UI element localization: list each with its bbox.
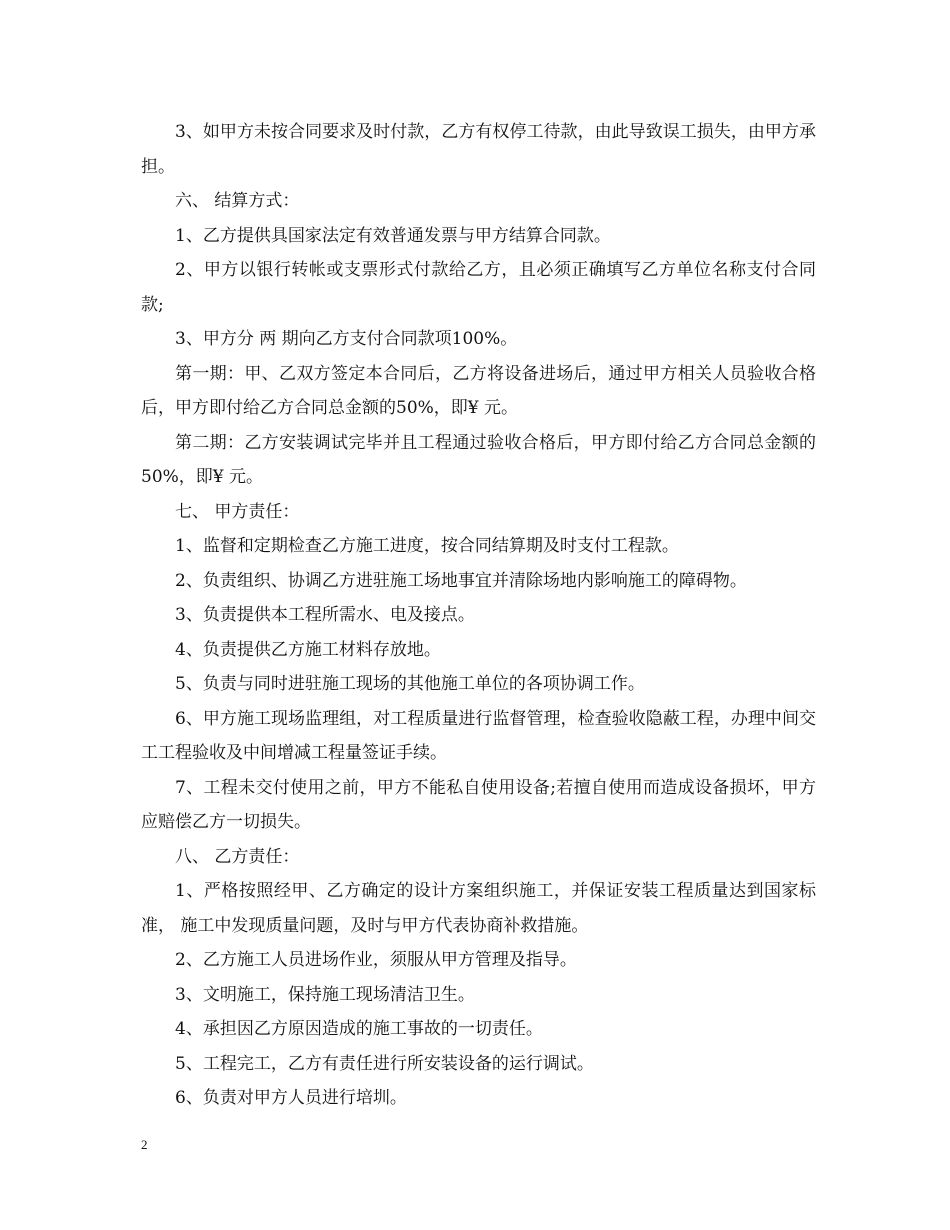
- paragraph: 2、负责组织、协调乙方进驻施工场地事宜并清除场地内影响施工的障碍物。: [175, 570, 747, 591]
- section-heading: 八、 乙方责任：: [175, 846, 300, 867]
- paragraph: 4、承担因乙方原因造成的施工事故的一切责任。: [175, 1019, 543, 1039]
- paragraph: 3、甲方分 两 期向乙方支付合同款项100%。: [175, 329, 518, 349]
- document-body: [141, 115, 816, 1116]
- paragraph: 2、甲方以银行转帐或支票形式付款给乙方，且必须正确填写乙方单位名称支付合同款;: [141, 260, 816, 315]
- paragraph: 5、负责与同时进驻施工现场的其他施工单位的各项协调工作。: [175, 674, 645, 694]
- page-number: 2: [141, 1137, 148, 1152]
- paragraph: 2、乙方施工人员进场作业，须服从甲方管理及指导。: [175, 950, 577, 970]
- paragraph: 1、监督和定期检查乙方施工进度，按合同结算期及时支付工程款。: [175, 536, 679, 556]
- paragraph: 3、如甲方未按合同要求及时付款，乙方有权停工待款，由此导致误工损失，由甲方承担。: [141, 122, 816, 177]
- paragraph: 6、甲方施工现场监理组，对工程质量进行监督管理，检查验收隐蔽工程，办理中间交工工程验收及中间增减工程量签证手续。: [141, 708, 816, 763]
- paragraph: 3、文明施工，保持施工现场清洁卫生。: [175, 984, 475, 1005]
- section-heading: 六、 结算方式：: [175, 191, 300, 211]
- paragraph: 5、工程完工，乙方有责任进行所安装设备的运行调试。: [175, 1053, 594, 1074]
- paragraph: 1、乙方提供具国家法定有效普通发票与甲方结算合同款。: [175, 225, 611, 246]
- paragraph: 1、严格按照经甲、乙方确定的设计方案组织施工，并保证安装工程质量达到国家标准， 施工中发现质量问题，及时与甲方代表协商补救措施。: [141, 881, 816, 936]
- section-heading: 七、 甲方责任：: [175, 501, 300, 522]
- paragraph: 第一期：甲、乙双方签定本合同后，乙方将设备进场后，通过甲方相关人员验收合格后，甲方即付给乙方合同总金额的50%，即¥ 元。: [141, 363, 816, 418]
- paragraph: 3、负责提供本工程所需水、电及接点。: [175, 605, 475, 625]
- paragraph: 第二期：乙方安装调试完毕并且工程通过验收合格后，甲方即付给乙方合同总金额的50%，即¥ 元。: [141, 432, 816, 487]
- paragraph: 7、工程未交付使用之前，甲方不能私自使用设备;若擅自使用而造成设备损坏，甲方应赔偿乙方一切损失。: [141, 777, 816, 832]
- paragraph: 6、负责对甲方人员进行培圳。: [175, 1088, 407, 1108]
- paragraph: 4、负责提供乙方施工材料存放地。: [175, 639, 441, 660]
